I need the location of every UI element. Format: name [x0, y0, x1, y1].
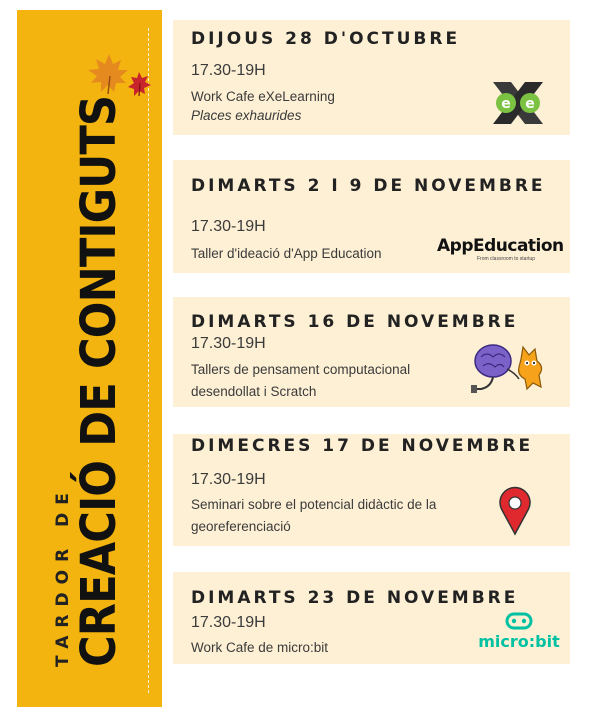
- event-description-line2: georeferenciació: [191, 519, 291, 534]
- svg-text:e: e: [501, 96, 511, 112]
- event-time: 17.30-19H: [191, 614, 266, 631]
- event-date: DIMARTS 16 DE NOVEMBRE: [191, 312, 519, 332]
- event-card-4: [173, 434, 570, 546]
- event-description: Work Cafe eXeLearning: [191, 89, 335, 104]
- event-date: DIMARTS 2 I 9 DE NOVEMBRE: [191, 176, 546, 196]
- dashed-divider: [148, 28, 149, 693]
- sidebar-banner: [17, 10, 162, 707]
- sidebar-big-title: CREACIÓ DE CONTIGUTS: [71, 95, 127, 667]
- event-description-line2: desendollat i Scratch: [191, 384, 317, 399]
- event-description: Work Cafe de micro:bit: [191, 640, 329, 655]
- event-time: 17.30-19H: [191, 471, 266, 488]
- event-card-2: [173, 160, 570, 273]
- microbit-logo: [474, 612, 564, 651]
- event-description-line1: Seminari sobre el potencial didàctic de la: [191, 497, 437, 512]
- event-card-5: [173, 572, 570, 664]
- appeducation-logo: [437, 236, 562, 262]
- map-pin-icon: [498, 486, 532, 536]
- event-description-line1: Tallers de pensament computacional: [191, 362, 411, 377]
- event-time: 17.30-19H: [191, 62, 266, 79]
- appeducation-logo-subtitle: From classroom to startup: [477, 256, 536, 262]
- exelearning-logo: [489, 78, 547, 128]
- event-date: DIMARTS 23 DE NOVEMBRE: [191, 588, 519, 608]
- event-date: DIMECRES 17 DE NOVEMBRE: [191, 436, 534, 456]
- event-card-3: [173, 297, 570, 407]
- event-time: 17.30-19H: [191, 335, 266, 352]
- sidebar-small-title: TARDOR DE: [53, 485, 73, 667]
- microbit-logo-text: micro:bit: [478, 632, 560, 651]
- brain-scratch-cat-icon: [471, 339, 555, 395]
- svg-text:e: e: [525, 96, 535, 112]
- event-card-1: [173, 20, 570, 135]
- microbit-face-icon: [505, 612, 533, 630]
- event-time: 17.30-19H: [191, 218, 266, 235]
- appeducation-logo-text: AppEducation: [437, 236, 564, 256]
- sidebar-vertical-title: [38, 45, 138, 685]
- event-note: Places exhaurides: [191, 108, 302, 123]
- event-date: DIJOUS 28 D'OCTUBRE: [191, 29, 461, 49]
- event-description: Taller d'ideació d'App Education: [191, 246, 382, 261]
